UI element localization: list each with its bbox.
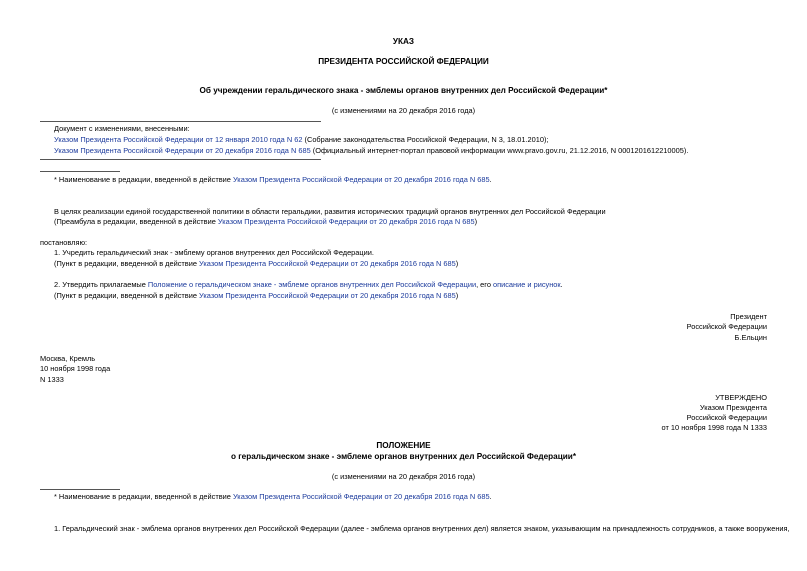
- preamble-decree-link[interactable]: Указом Президента Российской Федерации от 20 декабря 2016 года N 685: [217, 217, 475, 226]
- amendment-link-2016[interactable]: Указом Президента Российской Федерации от 20 декабря 2016 года N 685: [54, 146, 311, 155]
- signature-title: Президент: [730, 312, 767, 321]
- decree-heading: УКАЗ: [392, 37, 415, 46]
- regulation-amended-note: (с изменениями на 20 декабря 2016 года): [331, 472, 476, 481]
- footnote-2-decree-link[interactable]: Указом Президента Российской Федерации от 20 декабря 2016 года N 685: [232, 492, 490, 501]
- amended-note: (с изменениями на 20 декабря 2016 года): [331, 106, 476, 115]
- approved-label: УТВЕРЖДЕНО: [715, 393, 767, 402]
- president-heading: ПРЕЗИДЕНТА РОССИЙСКОЙ ФЕДЕРАЦИИ: [318, 57, 489, 66]
- changes-item-2: [54, 146, 688, 155]
- signing-date: 10 ноября 1998 года: [40, 364, 111, 373]
- description-link[interactable]: описание и рисунок: [493, 280, 561, 289]
- changes-intro: Документ с изменениями, внесенными:: [54, 124, 190, 133]
- document-title: Об учреждении геральдического знака - эмблемы органов внутренних дел Российской Федерации*: [199, 86, 608, 95]
- decree-number: N 1333: [40, 375, 64, 384]
- point-2-note: [54, 291, 458, 300]
- point-2-middle: , его: [476, 280, 493, 289]
- footnote-divider: [40, 171, 120, 172]
- footnote-title: [54, 175, 492, 184]
- changes-bottom-divider: [40, 159, 321, 160]
- point-2-note-close: ): [455, 291, 459, 300]
- footnote-2-divider: [40, 489, 120, 490]
- changes-top-divider: [40, 121, 321, 122]
- approved-by: Указом Президента: [699, 403, 767, 412]
- regulation-subtitle: о геральдическом знаке - эмблеме органов внутренних дел Российской Федерации*: [230, 452, 577, 461]
- approved-date: от 10 ноября 1998 года N 1333: [661, 423, 767, 432]
- footnote-2: [54, 492, 492, 501]
- amendment-link-2010[interactable]: Указом Президента Российской Федерации от 12 января 2010 года N 62: [54, 135, 303, 144]
- point-2-note-text: (Пункт в редакции, введенной в действие: [54, 291, 200, 300]
- signing-place: Москва, Кремль: [40, 354, 96, 363]
- approved-country: Российской Федерации: [686, 413, 767, 422]
- preamble-note: [54, 217, 477, 226]
- footnote-period: .: [489, 175, 492, 184]
- amendment-source-2010: (Собрание законодательства Российской Федерации, N 3, 18.01.2010);: [302, 135, 549, 144]
- preamble-note-close: ): [474, 217, 478, 226]
- point-1-note: [54, 259, 458, 268]
- preamble-text: В целях реализации единой государственной политики в области геральдики, развития исторических традиций органов внутренних дел Российской Федерации: [54, 207, 606, 216]
- point-1-note-close: ): [455, 259, 459, 268]
- point-2-prefix: 2. Утвердить прилагаемые: [54, 280, 148, 289]
- point-1-note-text: (Пункт в редакции, введенной в действие: [54, 259, 200, 268]
- clause-1-text: 1. Геральдический знак - эмблема органов внутренних дел Российской Федерации (далее - эмблема органов внутренних дел) является знаком, указывающим на принадлежность сотрудников, а также вооружения,: [54, 524, 790, 533]
- amendment-source-2016: (Официальный интернет-портал правовой информации www.pravo.gov.ru, 21.12.2016, N 0001201612210005).: [310, 146, 689, 155]
- regulation-link[interactable]: Положение о геральдическом знаке - эмблеме органов внутренних дел Российской Федерации: [147, 280, 477, 289]
- regulation-title: ПОЛОЖЕНИЕ: [376, 441, 431, 450]
- point-1-decree-link[interactable]: Указом Президента Российской Федерации от 20 декабря 2016 года N 685: [199, 259, 456, 268]
- footnote-decree-link[interactable]: Указом Президента Российской Федерации от 20 декабря 2016 года N 685: [232, 175, 490, 184]
- point-2-decree-link[interactable]: Указом Президента Российской Федерации от 20 декабря 2016 года N 685: [199, 291, 456, 300]
- point-2-text: [54, 280, 563, 289]
- changes-item-1: [54, 135, 548, 144]
- signature-name: Б.Ельцин: [734, 333, 767, 342]
- point-1-text: 1. Учредить геральдический знак - эмблему органов внутренних дел Российской Федерации.: [54, 248, 374, 257]
- footnote-2-period: .: [489, 492, 492, 501]
- signature-country: Российской Федерации: [686, 322, 767, 331]
- footnote-text: * Наименование в редакции, введенной в действие: [54, 175, 233, 184]
- point-2-period: .: [560, 280, 563, 289]
- footnote-2-text: * Наименование в редакции, введенной в действие: [54, 492, 233, 501]
- preamble-note-text: (Преамбула в редакции, введенной в действие: [54, 217, 218, 226]
- decree-word: постановляю:: [40, 238, 88, 247]
